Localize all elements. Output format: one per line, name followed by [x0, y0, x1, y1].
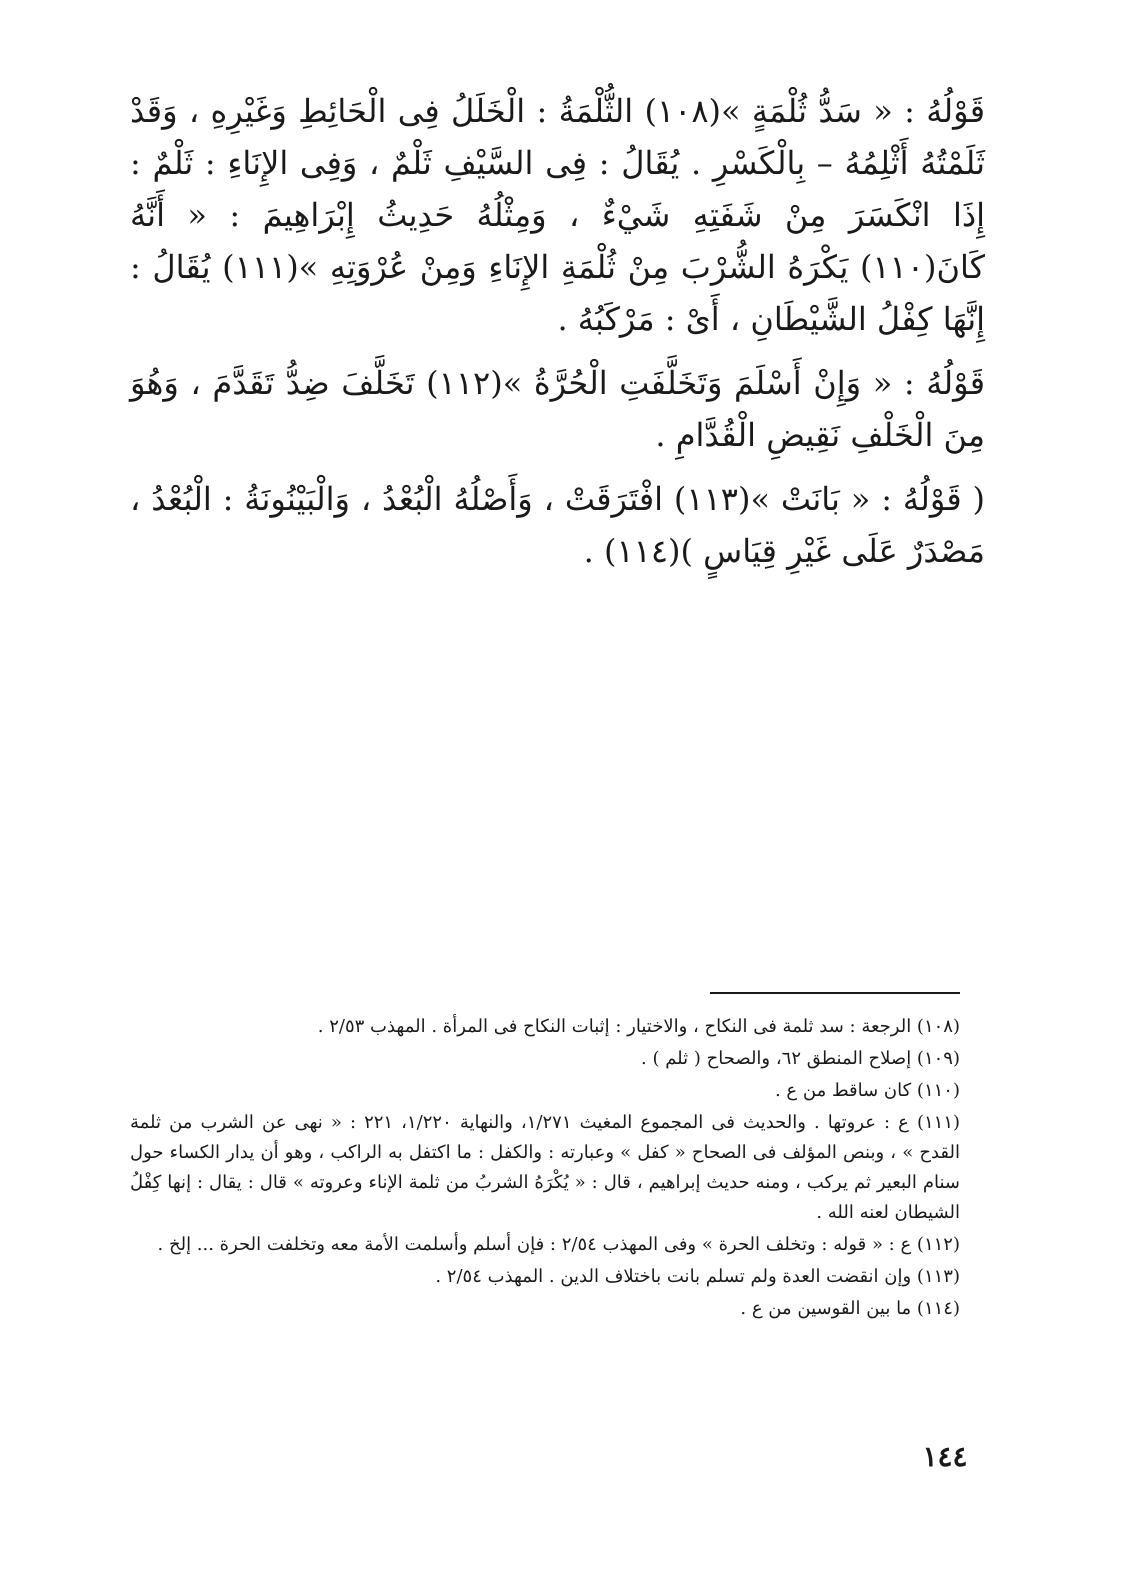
footnotes — [130, 1012, 960, 1326]
paragraph-takhallafat: قَوْلُهُ : « وَإِنْ أَسْلَمَ وَتَخَلَّفَتِ الْحُرَّةُ »(١١٢) تَخَلَّفَ ضِدُّ تَقَدَّمَ ، وَهُوَ مِنَ الْخَلْفِ نَقِيضِ الْقُدَّامِ . — [130, 364, 986, 454]
page-number: ١٤٤ — [922, 1440, 968, 1473]
main-text — [130, 85, 985, 589]
footnote-112: (١١٢) ع : « قوله : وتخلف الحرة » وفى المهذب ٢/٥٤ : فإن أسلم وأسلمت الأمة معه وتخلفت الحرة ... إلخ . — [157, 1234, 960, 1255]
footnote-110: (١١٠) كان ساقط من ع . — [774, 1080, 960, 1101]
footnote-separator — [710, 992, 960, 994]
footnote-111: (١١١) ع : عروتها . والحديث فى المجموع المغيث ١/٢٧١، والنهاية ١/٢٢٠، ٢٢١ : « نهى عن الشرب من ثلمة القدح » ، وبنص المؤلف فى الصحاح « كفل » وعبارته : والكفل : ما اكتفل به الراكب ، وهو أن يدار الكساء حول سنام البعير ثم يركب ، ومنه حديث إبراهيم ، قال : « يُكْرَهُ الشربُ من ثلمة الإناء وعروته » قال : يقال : إنها كِفْلُ الشيطان لعنه الله . — [130, 1112, 961, 1223]
footnote-113: (١١٣) وإن انقضت العدة ولم تسلم بانت باختلاف الدين . المهذب ٢/٥٤ . — [435, 1266, 960, 1287]
paragraph-thulma: قَوْلُهُ : « سَدُّ ثُلْمَةٍ »(١٠٨) الثُّلْمَةُ : الْخَلَلُ فِى الْحَائِطِ وَغَيْرِهِ ، وَقَدْ ثَلَمْتُهُ أَثْلِمُهُ – بِالْكَسْرِ . يُقَالُ : فِى السَّيْفِ ثَلْمٌ ، وَفِى الإِنَاءِ : ثَلْمٌ : إِذَا انْكَسَرَ مِنْ شَفَتِهِ شَيْءٌ ، وَمِثْلُهُ حَدِيثُ إِبْرَاهِيمَ : « أَنَّهُ كَانَ(١١٠) يَكْرَهُ الشُّرْبَ مِنْ ثُلْمَةِ الإِنَاءِ وَمِنْ عُرْوَتِهِ »(١١١) يُقَالُ : إِنَّهَا كِفْلُ الشَّيْطَانِ ، أَىْ : مَرْكَبُهُ . — [130, 92, 986, 338]
paragraph-banat: ( قَوْلُهُ : « بَانَتْ »(١١٣) افْتَرَقَتْ ، وَأَصْلُهُ الْبُعْدُ ، وَالْبَيْنُونَةُ : الْبُعْدُ ، مَصْدَرٌ عَلَى غَيْرِ قِيَاسٍ )(١١٤) . — [130, 480, 986, 570]
footnote-109: (١٠٩) إصلاح المنطق ٦٢، والصحاح ( ثلم ) . — [641, 1048, 960, 1069]
footnote-114: (١١٤) ما بين القوسين من ع . — [740, 1298, 960, 1319]
footnote-108: (١٠٨) الرجعة : سد ثلمة فى النكاح ، والاختيار : إثبات النكاح فى المرأة . المهذب ٢/٥٣ . — [317, 1016, 960, 1037]
